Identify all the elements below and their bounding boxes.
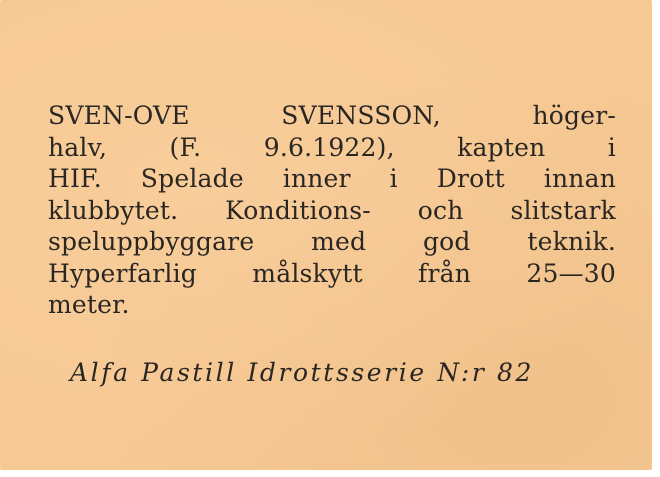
series-label: Alfa Pastill Idrottsserie N:r 82 (70, 358, 534, 387)
bio-line: meter. (48, 290, 130, 319)
player-biography (48, 100, 616, 321)
bio-line: speluppbyggare med god teknik. (48, 227, 616, 256)
bio-line: klubbytet. Konditions- och slitstark (48, 195, 616, 225)
bio-line: HIF. Spelade inner i Drott innan (48, 164, 616, 193)
bio-line: halv, (F. 9.6.1922), kapten i (48, 132, 616, 162)
bio-line: Hyperfarlig målskytt från 25—30 (48, 258, 616, 288)
bio-line: SVEN-OVE SVENSSON, höger- (48, 101, 616, 130)
